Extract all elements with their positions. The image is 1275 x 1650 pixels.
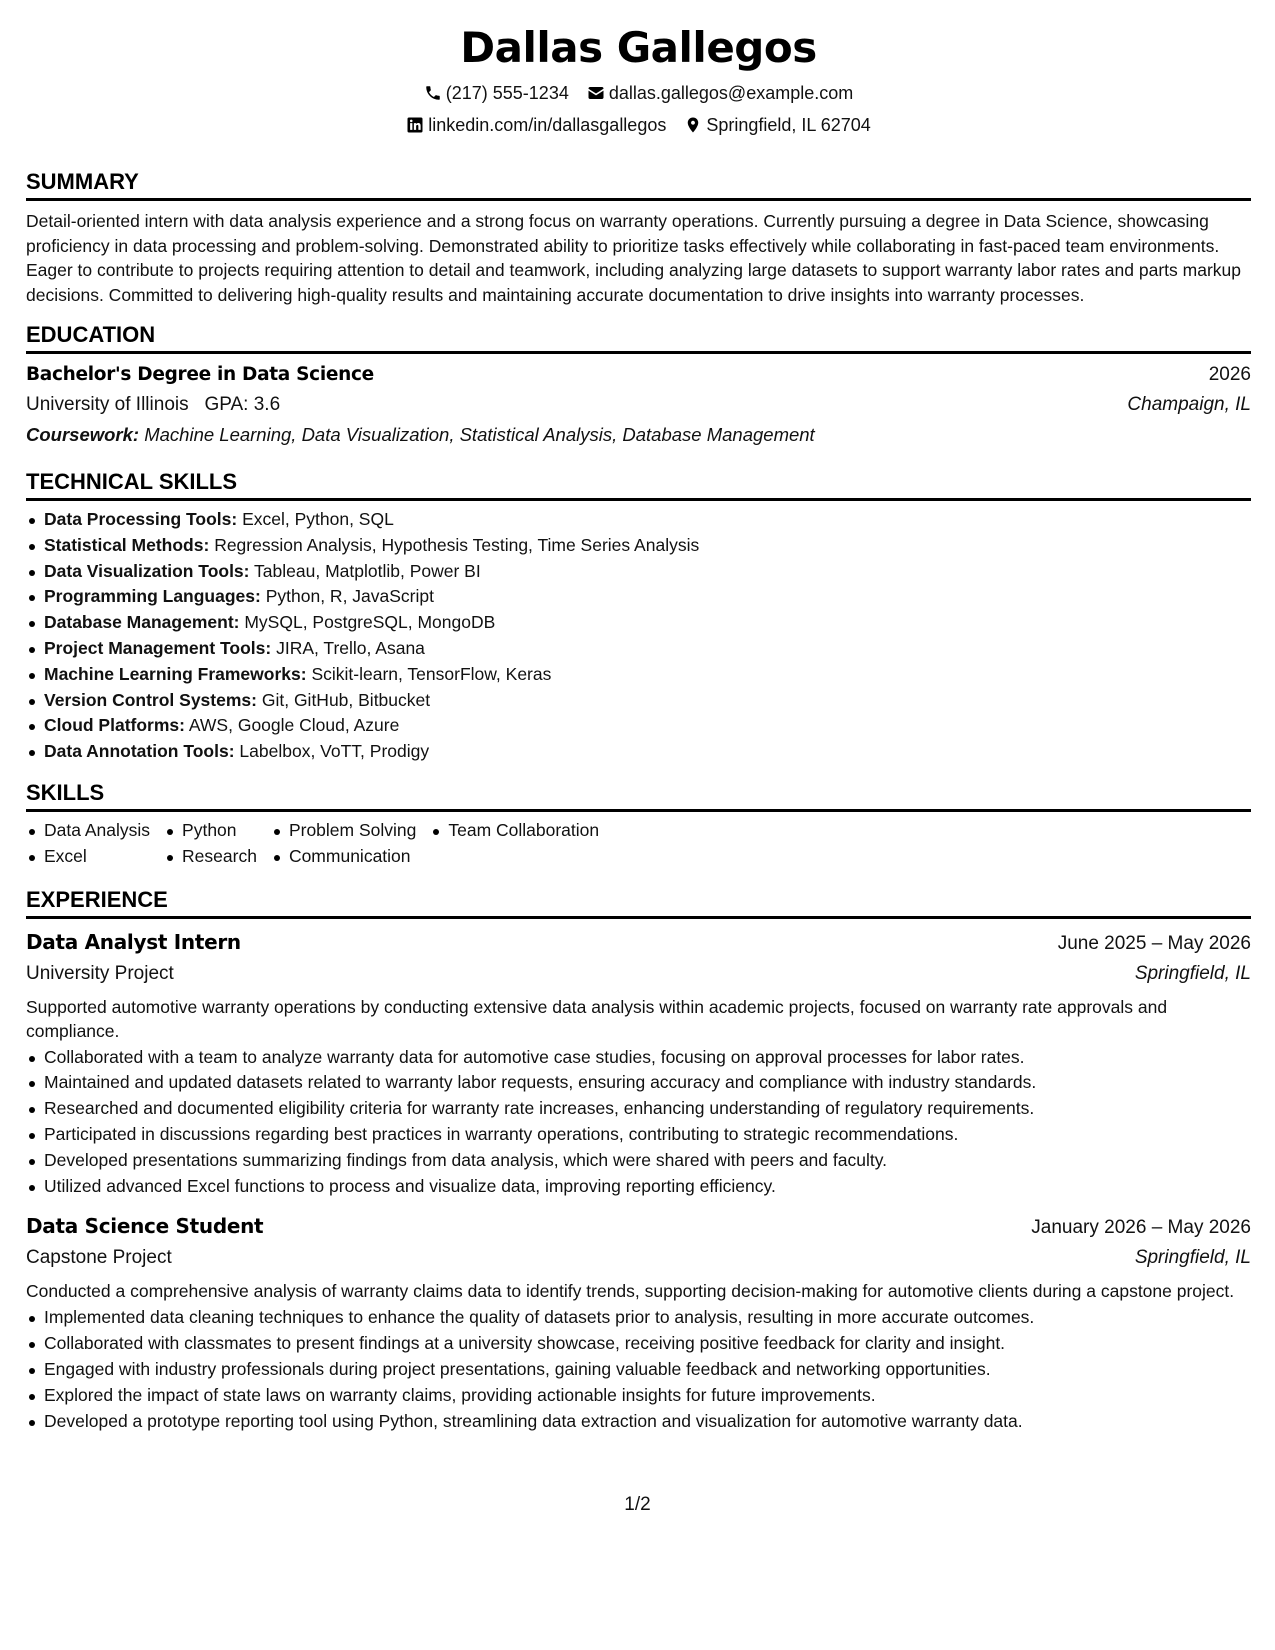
skill-values: Python, R, JavaScript [265, 586, 434, 607]
organization: Capstone Project [26, 1247, 172, 1269]
page-number: 1/2 [624, 1494, 651, 1515]
experience-header-row [26, 927, 1251, 959]
list-item: Communication [271, 844, 416, 870]
job-title: Data Science Student [26, 1214, 264, 1239]
organization: University Project [26, 962, 174, 984]
technical-skills-section [26, 468, 1251, 765]
summary-text: Detail-oriented intern with data analysis experience and a strong focus on warranty operations. Currently pursuing a degree in Data Science, showcasing proficiency in data processing and problem-solving. Demonstrated ability to prioritize tasks effectively while collaborating in fast-paced team environments. Eager to contribute to projects requiring attention to detail and teamwork, including analyzing large datasets to support warranty labor rates and parts markup decisions. Committed to delivering high-quality results and maintaining accurate documentation to drive insights into warranty processes. [26, 211, 1241, 305]
list-item [26, 584, 1251, 610]
list-item: Collaborated with a team to analyze warranty data for automotive case studies, focusing on approval processes for labor rates. [26, 1045, 1251, 1071]
skill-category: Version Control Systems: [44, 689, 257, 710]
technical-skills-list [26, 507, 1251, 765]
coursework-label: Coursework: [26, 424, 140, 445]
section-title: SUMMARY [26, 168, 1251, 201]
envelope-icon [587, 84, 605, 102]
list-item: Data Analysis [26, 818, 150, 844]
linkedin-icon [406, 116, 424, 134]
list-item: Engaged with industry professionals during project presentations, gaining valuable feedback and networking opportunities. [26, 1357, 1251, 1383]
list-item: Team Collaboration [430, 818, 599, 844]
job-bullets [26, 1045, 1251, 1200]
coursework-list: Machine Learning, Data Visualization, Statistical Analysis, Database Management [144, 424, 815, 445]
skill-category: Machine Learning Frameworks: [44, 663, 307, 684]
list-item: Problem Solving [271, 818, 416, 844]
list-item: Utilized advanced Excel functions to process and visualize data, improving reporting efficiency. [26, 1174, 1251, 1200]
contact-row-primary [26, 80, 1251, 106]
skill-category: Cloud Platforms: [44, 715, 185, 736]
skills-section [26, 779, 1251, 870]
list-item: Explored the impact of state laws on warranty claims, providing actionable insights for future improvements. [26, 1383, 1251, 1409]
list-item [26, 507, 1251, 533]
list-item: Excel [26, 844, 150, 870]
skill-category: Data Visualization Tools: [44, 560, 250, 581]
email-text: dallas.gallegos@example.com [608, 83, 854, 103]
skill-category: Programming Languages: [44, 586, 261, 607]
list-item [26, 636, 1251, 662]
job-title: Data Analyst Intern [26, 929, 241, 954]
section-title: EDUCATION [26, 321, 1251, 354]
section-title: EXPERIENCE [26, 886, 1251, 919]
contact-row-secondary [26, 112, 1251, 138]
phone-text: (217) 555-1234 [445, 83, 569, 103]
skills-column [26, 818, 150, 870]
skills-grid [26, 818, 1251, 870]
skill-values: MySQL, PostgreSQL, MongoDB [244, 612, 496, 633]
contact-location [684, 112, 870, 138]
school-info [26, 390, 280, 420]
list-item [26, 610, 1251, 636]
job-location: Springfield, IL [1134, 1247, 1251, 1269]
experience-header-row [26, 1211, 1251, 1243]
skill-category: Database Management: [44, 612, 240, 633]
school-location: Champaign, IL [1127, 394, 1251, 415]
summary-section [26, 168, 1251, 307]
gpa: GPA: 3.6 [204, 394, 281, 415]
graduation-year: 2026 [1208, 364, 1251, 385]
list-item: Python [164, 818, 257, 844]
job-description: Conducted a comprehensive analysis of warranty claims data to identify trends, supporting decision-making for automotive clients during a capstone project. [26, 1281, 1235, 1302]
list-item: Developed a prototype reporting tool using Python, streamlining data extraction and visualization for automotive warranty data. [26, 1409, 1251, 1435]
section-title: SKILLS [26, 779, 1251, 812]
skill-values: JIRA, Trello, Asana [276, 637, 425, 658]
contact-linkedin[interactable] [406, 112, 666, 138]
job-dates: June 2025 – May 2026 [1057, 932, 1251, 954]
experience-section [26, 886, 1251, 1435]
contact-email[interactable] [587, 80, 853, 106]
list-item: Maintained and updated datasets related to warranty labor requests, ensuring accuracy and compliance with industry standards. [26, 1070, 1251, 1096]
job-location: Springfield, IL [1134, 962, 1251, 984]
list-item: Researched and documented eligibility criteria for warranty rate increases, enhancing understanding of regulatory requirements. [26, 1096, 1251, 1122]
skill-category: Statistical Methods: [44, 534, 210, 555]
section-title: TECHNICAL SKILLS [26, 468, 1251, 501]
resume-page [26, 20, 1251, 1434]
education-sub-row [26, 390, 1251, 420]
contact-phone [424, 80, 569, 106]
list-item [26, 713, 1251, 739]
education-header-row [26, 360, 1251, 390]
experience-entry [26, 927, 1251, 1200]
list-item [26, 559, 1251, 585]
skill-values: Tableau, Matplotlib, Power BI [254, 560, 481, 581]
skills-column [271, 818, 416, 870]
list-item: Implemented data cleaning techniques to enhance the quality of datasets prior to analysis, resulting in more accurate outcomes. [26, 1305, 1251, 1331]
list-item: Developed presentations summarizing findings from data analysis, which were shared with peers and faculty. [26, 1148, 1251, 1174]
list-item [26, 688, 1251, 714]
skill-values: Regression Analysis, Hypothesis Testing, Time Series Analysis [214, 534, 700, 555]
candidate-name: Dallas Gallegos [460, 23, 817, 72]
experience-sub-row [26, 1243, 1251, 1273]
experience-sub-row [26, 959, 1251, 989]
skill-values: Labelbox, VoTT, Prodigy [239, 741, 430, 762]
list-item [26, 662, 1251, 688]
skill-category: Data Processing Tools: [44, 509, 238, 529]
skill-category: Project Management Tools: [44, 637, 272, 658]
education-section [26, 321, 1251, 450]
job-dates: January 2026 – May 2026 [1031, 1217, 1251, 1239]
degree-title: Bachelor's Degree in Data Science [26, 364, 374, 385]
skills-column [430, 818, 599, 870]
list-item [26, 533, 1251, 559]
skill-category: Data Annotation Tools: [44, 741, 235, 762]
list-item: Research [164, 844, 257, 870]
list-item: Collaborated with classmates to present findings at a university showcase, receiving positive feedback for clarity and insight. [26, 1331, 1251, 1357]
skills-column [164, 818, 257, 870]
location-text: Springfield, IL 62704 [706, 115, 871, 135]
skill-values: Excel, Python, SQL [242, 509, 394, 529]
list-item [26, 739, 1251, 765]
job-description: Supported automotive warranty operations by conducting extensive data analysis within academic projects, focused on warranty rate approvals and compliance. [26, 996, 1168, 1041]
skill-values: AWS, Google Cloud, Azure [188, 715, 400, 736]
linkedin-text: linkedin.com/in/dallasgallegos [428, 115, 667, 135]
experience-entry [26, 1211, 1251, 1434]
list-item: Participated in discussions regarding best practices in warranty operations, contributing to strategic recommendations. [26, 1122, 1251, 1148]
phone-icon [424, 84, 442, 102]
school-name: University of Illinois [26, 394, 189, 415]
job-bullets [26, 1305, 1251, 1434]
map-pin-icon [684, 116, 702, 134]
skill-values: Scikit-learn, TensorFlow, Keras [311, 663, 552, 684]
coursework-line [26, 420, 1251, 450]
skill-values: Git, GitHub, Bitbucket [261, 689, 431, 710]
